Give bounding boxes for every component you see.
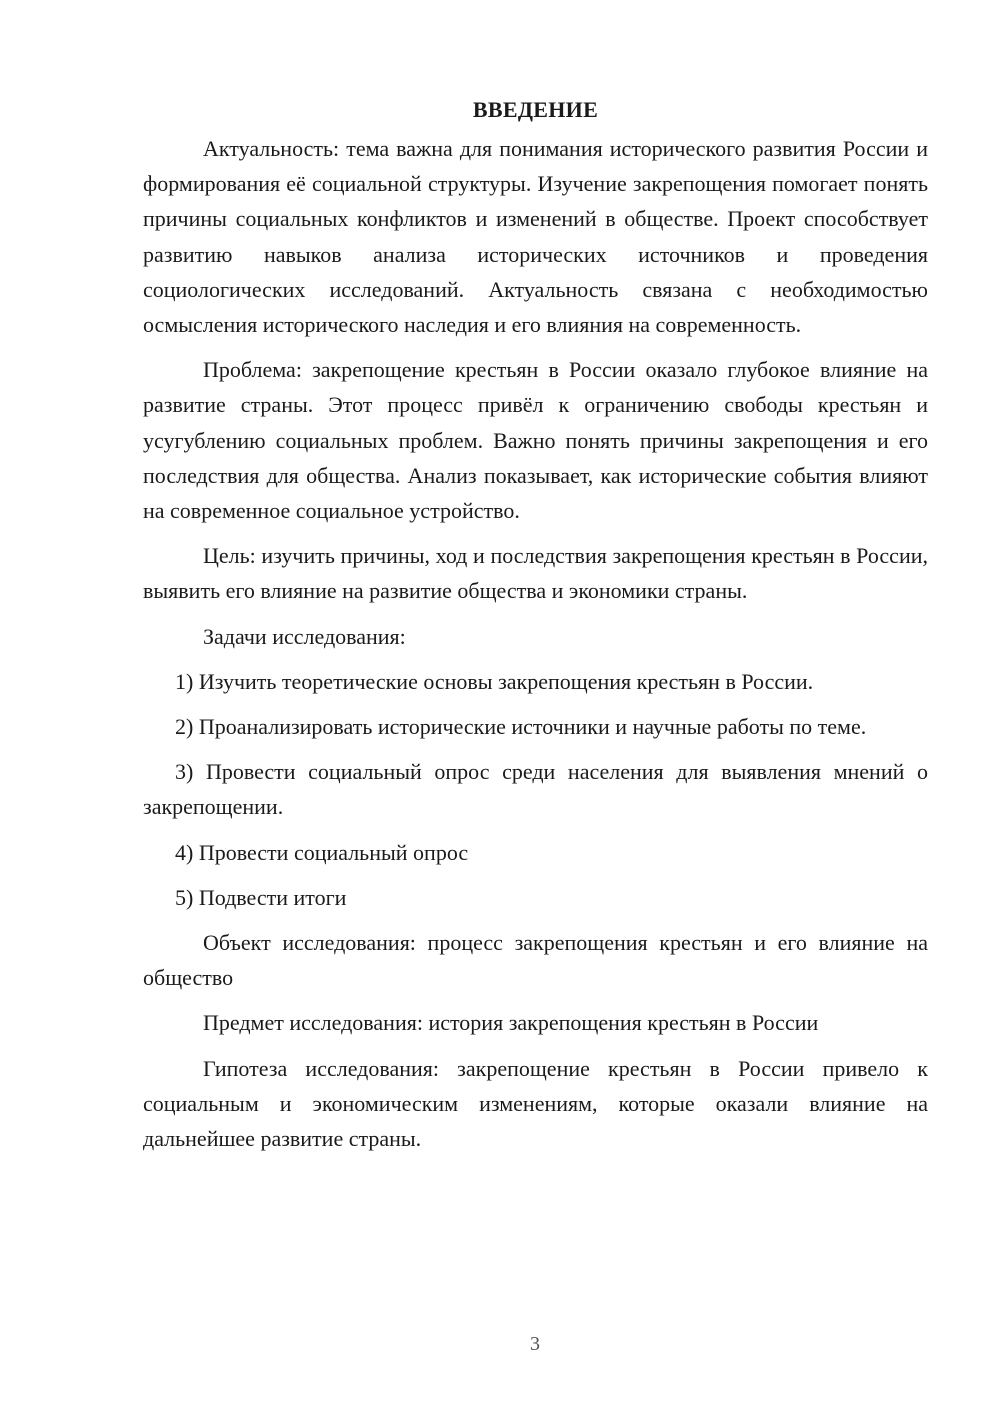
- document-page: [143, 92, 928, 1166]
- page-title: ВВЕДЕНИЕ: [472, 97, 599, 122]
- task-item-5: 5) Подвести итоги: [175, 884, 347, 910]
- task-item-3: 3) Провести социальный опрос среди населения для выявления мнений о закрепощении.: [143, 759, 928, 820]
- page-number: 3: [530, 1333, 540, 1355]
- subject-paragraph: Предмет исследования: история закрепощения крестьян в России: [203, 1010, 819, 1036]
- task-item-4: 4) Провести социальный опрос: [175, 839, 469, 865]
- goal-paragraph: Цель: изучить причины, ход и последствия закрепощения крестьян в России, выявить его влияние на развитие общества и экономики страны.: [143, 543, 928, 604]
- relevance-paragraph: Актуальность: тема важна для понимания исторического развития России и формирования её социальной структуры. Изучение закрепощения помогает понять причины социальных конфликтов и изменений в обществе. Проект способствует развитию навыков анализа исторических источников и проведения социологических исследований. Актуальность связана с необходимостью осмысления исторического наследия и его влияния на современность.: [143, 136, 928, 338]
- problem-paragraph: Проблема: закрепощение крестьян в России оказало глубокое влияние на развитие страны. Этот процесс привёл к ограничению свободы крестьян и усугублению социальных проблем. Важно понять причины закрепощения и его последствия для общества. Анализ показывает, как исторические события влияют на современное социальное устройство.: [143, 357, 928, 524]
- object-paragraph: Объект исследования: процесс закрепощения крестьян и его влияние на общество: [143, 930, 928, 991]
- task-item-1: 1) Изучить теоретические основы закрепощения крестьян в России.: [175, 668, 814, 694]
- task-item-2: 2) Проанализировать исторические источники и научные работы по теме.: [175, 714, 867, 740]
- hypothesis-paragraph: Гипотеза исследования: закрепощение крестьян в России привело к социальным и экономическим изменениям, которые оказали влияние на дальнейшее развитие страны.: [143, 1055, 928, 1152]
- tasks-heading: Задачи исследования:: [203, 623, 406, 649]
